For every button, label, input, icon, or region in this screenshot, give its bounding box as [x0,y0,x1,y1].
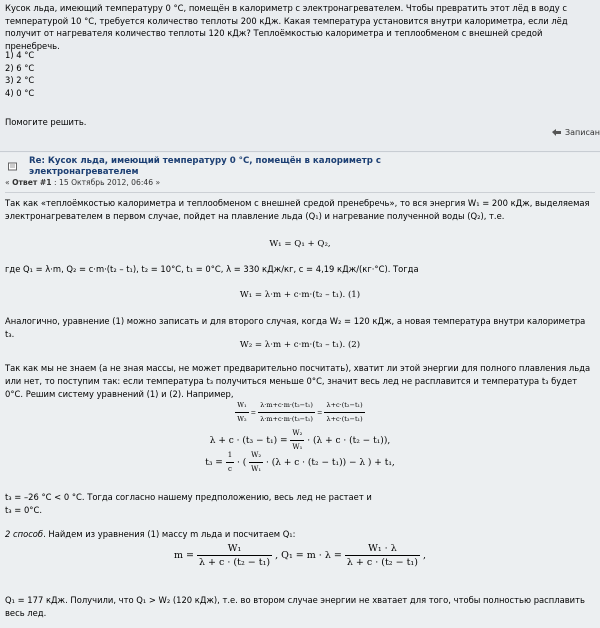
divider [5,192,595,193]
math-ratio: $\frac{\text{W₁}}{\text{W₂}}$ = $\frac{\text{λ·m+c·m·(t₂−t₁)}}{\text{λ·m+c·m·(t₃−t₁)}}$ = $\frac{\text{λ+c·(t₂−t₁)}}{\text{λ+c·(t₃−t₁)}}$ [5,399,595,426]
option-3: 3) 2 °С [5,75,35,85]
answer-options [5,49,34,99]
t3-frac2-num: W₂ [249,449,263,463]
answer-header [5,153,595,191]
paragraph-5b: t₃ = 0°С. [5,505,43,515]
equation-1: W₁ = Q₁ + Q₂, [269,239,331,249]
balance-frac-num: W₂ [290,427,304,441]
help-request: Помогите решить. [5,117,87,127]
paragraph-5: t₃ = –26 °С < 0 °С. Тогда согласно нашему предположению, весь лед не растает и [5,492,372,502]
ratio-mid-den: λ·m+c·m·(t₃−t₁) [260,415,313,423]
equation-3: W₂ = λ·m + c·m·(t₃ – t₁). (2) [239,340,361,350]
mass-end: , [422,550,426,561]
t3-frac-num: 1 [226,449,234,463]
t3-frac2-den: W₁ [251,465,262,473]
paragraph-3: Аналогично, уравнение (1) можно записать и для второго случая, когда W₂ = 120 кДж, а новая температура внутри калориметра t₃. [5,316,586,339]
paragraph-1: Так как «теплоёмкостью калориметра и теплообменом с внешней средой пренебречь», то вся энергия W₁ = 200 кДж, выделяемая электронагревателем в первом случае, пойдет на плавление льда (Q₁) и нагревание полученной воды (Q₂), т.е. [5,198,590,221]
option-2: 2) 6 °С [5,62,35,73]
math-t3-formula [5,449,595,476]
reply-number[interactable]: Ответ #1 [12,178,52,187]
t3-mid: · ( [237,458,250,468]
method-text: . Найдем из уравнения (1) массу m льда и посчитаем Q₁: [43,529,296,539]
option-4: 4) 0 °С [5,87,35,98]
paragraph-4: Так как мы не знаем (а не зная массы, не может предварительно посчитать), хватит ли этой энергии для полного плавления льда или нет, то поступим так: если температура t₃ получиться меньше 0°С, значит весь лед не расплавится и температура t₃ будет 0°С. Решим систему уравнений (1) и (2). Например, [5,363,591,399]
post-icon [8,162,18,172]
equation-2: W₁ = λ·m + c·m·(t₂ – t₁). (1) [239,290,361,300]
balance-tail: · (λ + c · (t₂ − t₁)), [307,436,391,446]
ratio-rhs-num: λ+c·(t₂−t₁) [324,399,364,413]
mass-lhs: m = [174,550,198,561]
t3-tail: · (λ + c · (t₂ − t₁)) − λ ) + t₁, [266,458,395,468]
paragraph-2: где Q₁ = λ·m, Q₂ = c·m·(t₂ – t₁), t₂ = 10°С, t₁ = 0°С, λ = 330 кДж/кг, c = 4,19 кДж/(кг·°С). Тогда [5,264,419,274]
answer-meta [5,178,160,187]
question-text: Кусок льда, имеющий температуру 0 °С, помещён в калориметр с электронагревателем. Чтобы превратить этот лёд в воду с температурой 10 °С, требуется количество теплоты 200 кДж. Какая температура установится внутри калориметра, если лёд получит от нагревателя количество теплоты 120 кДж? Теплоёмкостью калориметра и теплообменом с внешней средой пренебречь. [5,3,568,51]
mass-num: W₁ [197,542,272,556]
method-label: 2 способ [5,529,44,539]
q1-den: λ + c · (t₂ − t₁) [346,557,418,568]
answer-title-link[interactable]: Re: Кусок льда, имеющий температуру 0 °С, помещён в калориметр с электронагревателем [29,156,381,177]
balance-frac-den: W₁ [292,443,303,451]
meta-prefix: « [5,178,10,187]
post-date: : 15 Октябрь 2012, 06:46 » [54,178,161,187]
answer-post [0,153,600,628]
question-post [0,0,600,152]
math-mass-formula [5,542,595,569]
balance-lhs: λ + c · (t₃ − t₁) = [209,436,291,446]
reply-arrow-icon [551,128,562,137]
ratio-rhs-den: λ+c·(t₃−t₁) [326,415,363,423]
q1-num: W₁ · λ [345,542,420,556]
saved-label: Записан [565,128,600,137]
saved-button[interactable] [551,128,600,137]
mass-den: λ + c · (t₂ − t₁) [199,557,271,568]
paragraph-6 [5,528,595,541]
mass-sep: , Q₁ = m · λ = [275,550,345,561]
option-1: 1) 4 °С [5,50,35,60]
ratio-mid-num: λ·m+c·m·(t₂−t₁) [258,399,315,413]
t3-lhs: t₃ = [205,458,226,468]
ratio-lhs-num: W₁ [235,399,248,413]
ratio-lhs-den: W₂ [237,415,247,423]
t3-frac-den: c [227,465,232,473]
paragraph-7: Q₁ = 177 кДж. Получили, что Q₁ > W₂ (120 кДж), т.е. во втором случае энергии не хватает для того, чтобы полностью расплавить весь лед. [5,595,585,618]
